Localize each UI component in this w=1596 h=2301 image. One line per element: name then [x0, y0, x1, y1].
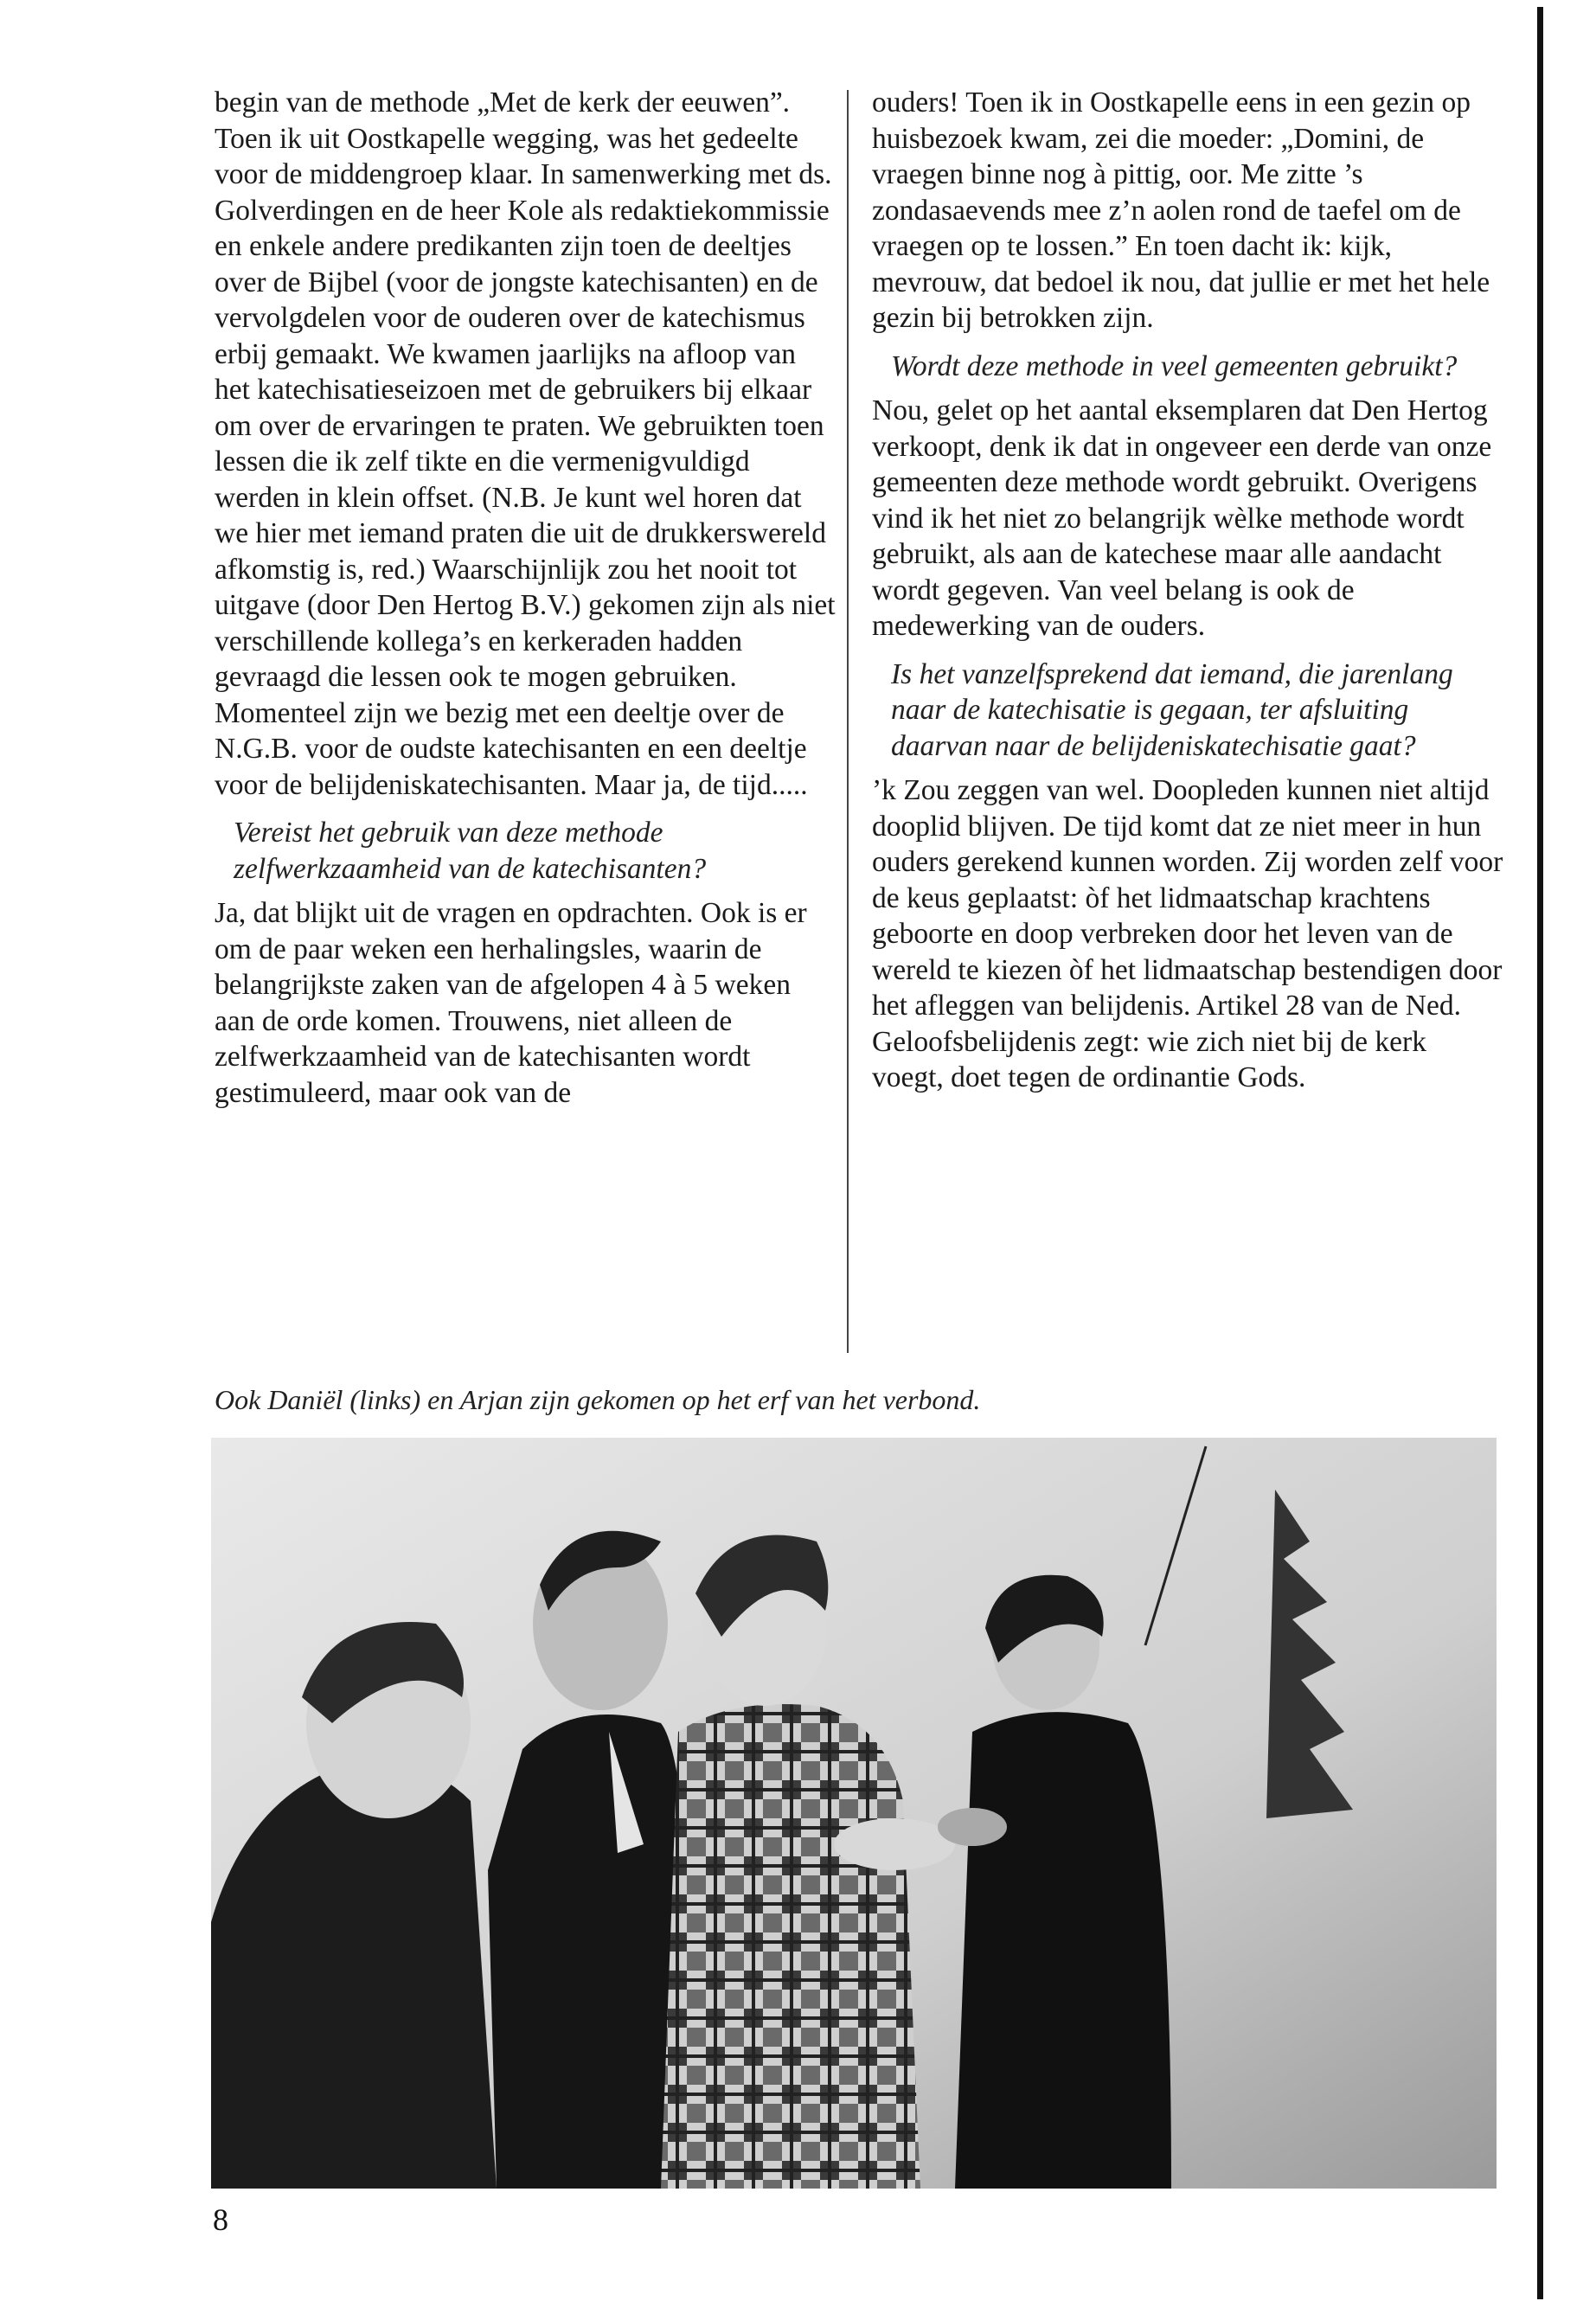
paragraph: Ja, dat blijkt uit de vragen en opdrachten. Ook is er om de paar weken een herhalingsles, waarin de belangrijkste zaken van de afgelopen 4 à 5 weken aan de orde komen. Trouwens, niet alleen de zelfwerkzaamheid van de katechisanten wordt gestimuleerd, maar ook van de: [215, 897, 807, 1109]
paragraph: begin van de methode „Met de kerk der eeuwen”. Toen ik uit Oostkapelle wegging, was het gedeelte voor de middengroep klaar. In samenwerking met ds. Golverdingen en de heer Kole als redaktiekommissie en enkele andere predikanten zijn toen de deeltjes over de Bijbel (voor de jongste katechisanten) en de vervolgdelen voor de ouderen over de katechismus erbij gemaakt. We kwamen jaarlijks na afloop van het katechisatieseizoen met de gebruikers bij elkaar om over de ervaringen te praten. We gebruikten toen lessen die ik zelf tikte en die vermenigvuldigd werden in klein offset. (N.B. Je kunt wel horen dat we hier met iemand praten die uit de drukkerswereld afkomstig is, red.) Waarschijnlijk zou het nooit tot uitgave (door Den Hertog B.V.) gekomen zijn als niet verschillende kollega’s en kerkeraden hadden gevraagd die lessen ook te mogen gebruiken. Momenteel zijn we bezig met een deeltje over de N.G.B. voor de oudste katechisanten en een deeltje voor de belijdeniskatechisanten. Maar ja, de tijd.....: [215, 87, 836, 801]
page-edge-rule: [1537, 7, 1543, 2299]
photo-caption: Ook Daniël (links) en Arjan zijn gekomen op het erf van het verbond.: [215, 1384, 981, 1415]
interview-question: Vereist het gebruik van deze methode zelfwerkzaamheid van de katechisanten?: [234, 817, 707, 885]
column-divider: [847, 90, 849, 1353]
interview-question: Is het vanzelfsprekend dat iemand, die jarenlang naar de katechisatie is gegaan, ter afsluiting daarvan naar de belijdeniskatechisatie gaat?: [891, 657, 1453, 762]
article-right-column: [872, 85, 1503, 1103]
family-photo: [211, 1438, 1497, 2189]
paragraph: ouders! Toen ik in Oostkapelle eens in een gezin op huisbezoek kwam, zei die moeder: „Domini, de vraegen binne nog à pittig, oor. Me zitte ’s zondasaevends mee z’n aolen rond de taefel om de vraegen op te lossen.” En toen dacht ik: kijk, mevrouw, dat bedoel ik nou, dat jullie er met het hele gezin bij betrokken zijn.: [872, 87, 1490, 334]
paragraph: ’k Zou zeggen van wel. Doopleden kunnen niet altijd dooplid blijven. De tijd komt dat ze niet meer in hun ouders gerekend kunnen worden. Zij worden zelf voor de keus geplaatst: òf het lidmaatschap krachtens geboorte en doop verbreken door het leven van de wereld te kiezen òf het lidmaatschap bestendigen door het afleggen van belijdenis. Artikel 28 van de Ned. Geloofsbelijdenis zegt: wie zich niet bij de kerk voegt, doet tegen de ordinantie Gods.: [872, 774, 1503, 1093]
interview-question: Wordt deze methode in veel gemeenten gebruikt?: [891, 349, 1458, 382]
paragraph: Nou, gelet op het aantal eksemplaren dat Den Hertog verkoopt, denk ik dat in ongeveer een derde van onze gemeenten deze methode wordt gebruikt. Overigens vind ik het niet zo belangrijk wèlke methode wordt gebruikt, als aan de katechese maar alle aandacht wordt gegeven. Van veel belang is ook de medewerking van de ouders.: [872, 394, 1492, 642]
page-number: 8: [213, 2202, 228, 2237]
article-left-column: [215, 85, 837, 1118]
